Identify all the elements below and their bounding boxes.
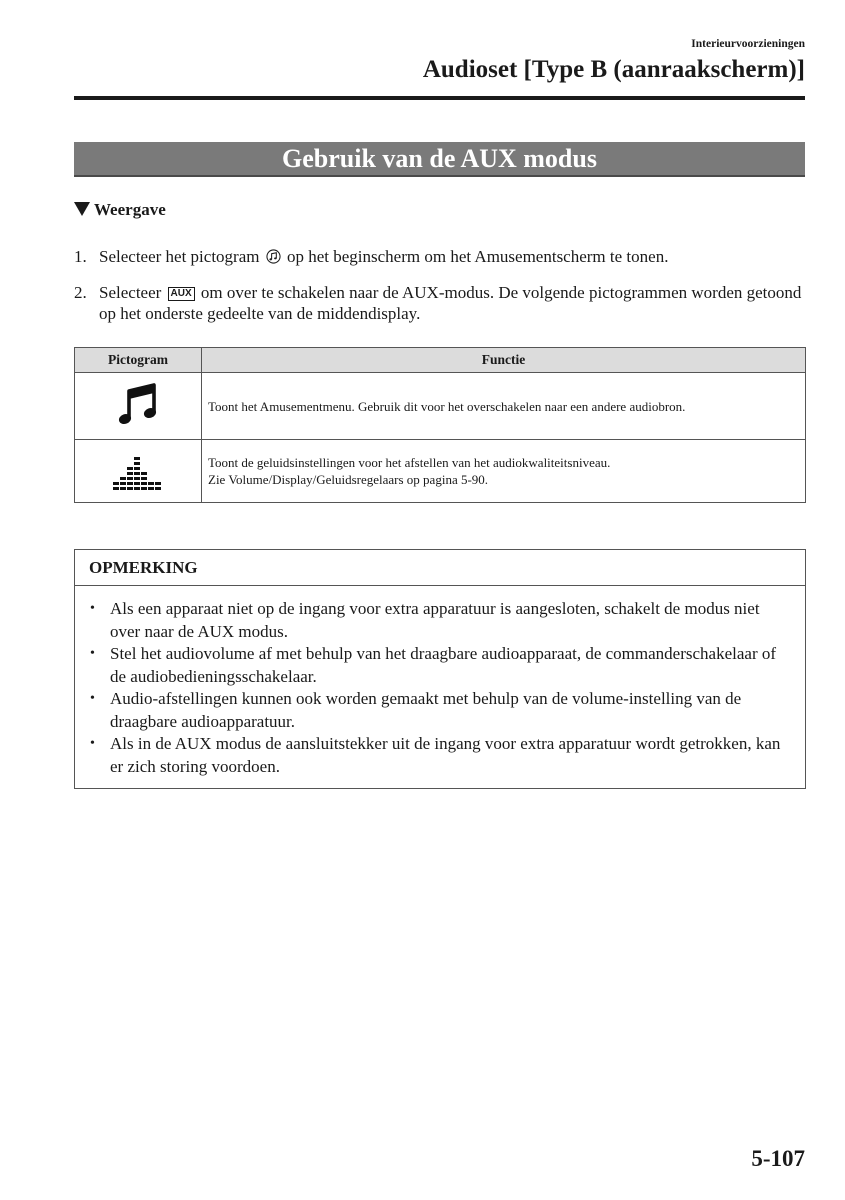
page-title: Audioset [Type B (aanraakscherm)] xyxy=(422,56,805,83)
function-cell xyxy=(202,440,806,503)
step-text: Selecteer xyxy=(99,283,162,302)
icon-function-table xyxy=(74,347,806,503)
step-number: 1. xyxy=(74,247,87,266)
entertainment-note-icon xyxy=(266,249,281,264)
header-section-label: Interieurvoorzieningen xyxy=(691,38,805,50)
list-item: • Audio-afstellingen kunnen ook worden gemaakt met behulp van de volume-instelling van de draagbare audioapparatuur. xyxy=(75,688,791,733)
function-text-reference: Zie Volume/Display/Geluidsregelaars op pagina 5-90. xyxy=(208,472,489,487)
step-2 xyxy=(74,282,805,324)
icon-cell xyxy=(75,440,202,503)
note-title: OPMERKING xyxy=(75,550,805,586)
step-text-continued: op het beginscherm om het Amusementscherm te tonen. xyxy=(286,247,669,266)
function-text: Toont de geluidsinstellingen voor het afstellen van het audiokwaliteitsniveau. xyxy=(208,455,611,470)
sub-heading-text: Weergave xyxy=(94,200,166,219)
list-item: • Stel het audiovolume af met behulp van het draagbare audioapparaat, de commanderschakelaar of de audiobedieningsschakelaar. xyxy=(75,643,791,688)
step-1 xyxy=(74,246,805,267)
note-list xyxy=(75,586,805,778)
list-item: • Als in de AUX modus de aansluitstekker uit de ingang voor extra apparatuur wordt getrokken, kan er zich storing voordoen. xyxy=(75,733,791,778)
table-row xyxy=(75,373,806,440)
function-cell xyxy=(202,373,806,440)
header-rule xyxy=(74,96,805,100)
page-number: 5-107 xyxy=(751,1146,805,1171)
column-header-pictogram: Pictogram xyxy=(75,348,202,373)
equalizer-icon xyxy=(113,447,163,491)
step-number: 2. xyxy=(74,283,87,302)
table-row xyxy=(75,440,806,503)
triangle-down-icon xyxy=(74,202,90,216)
column-header-functie: Functie xyxy=(202,348,806,373)
step-text-continued: om over te schakelen naar de AUX-modus. De volgende pictogrammen worden getoond op het onderste gedeelte van de middendisplay. xyxy=(99,283,802,323)
aux-button-label: AUX xyxy=(168,287,195,301)
section-banner: Gebruik van de AUX modus xyxy=(74,142,805,177)
step-text: Selecteer het pictogram xyxy=(99,247,260,266)
function-text: Toont het Amusementmenu. Gebruik dit voor het overschakelen naar een andere audiobron. xyxy=(208,398,686,414)
music-note-icon xyxy=(116,382,160,426)
icon-cell xyxy=(75,373,202,440)
sub-heading xyxy=(74,200,166,220)
list-item: • Als een apparaat niet op de ingang voor extra apparatuur is aangesloten, schakelt de modus niet over naar de AUX modus. xyxy=(75,598,791,643)
table-header-row xyxy=(75,348,806,373)
note-box xyxy=(74,549,806,789)
